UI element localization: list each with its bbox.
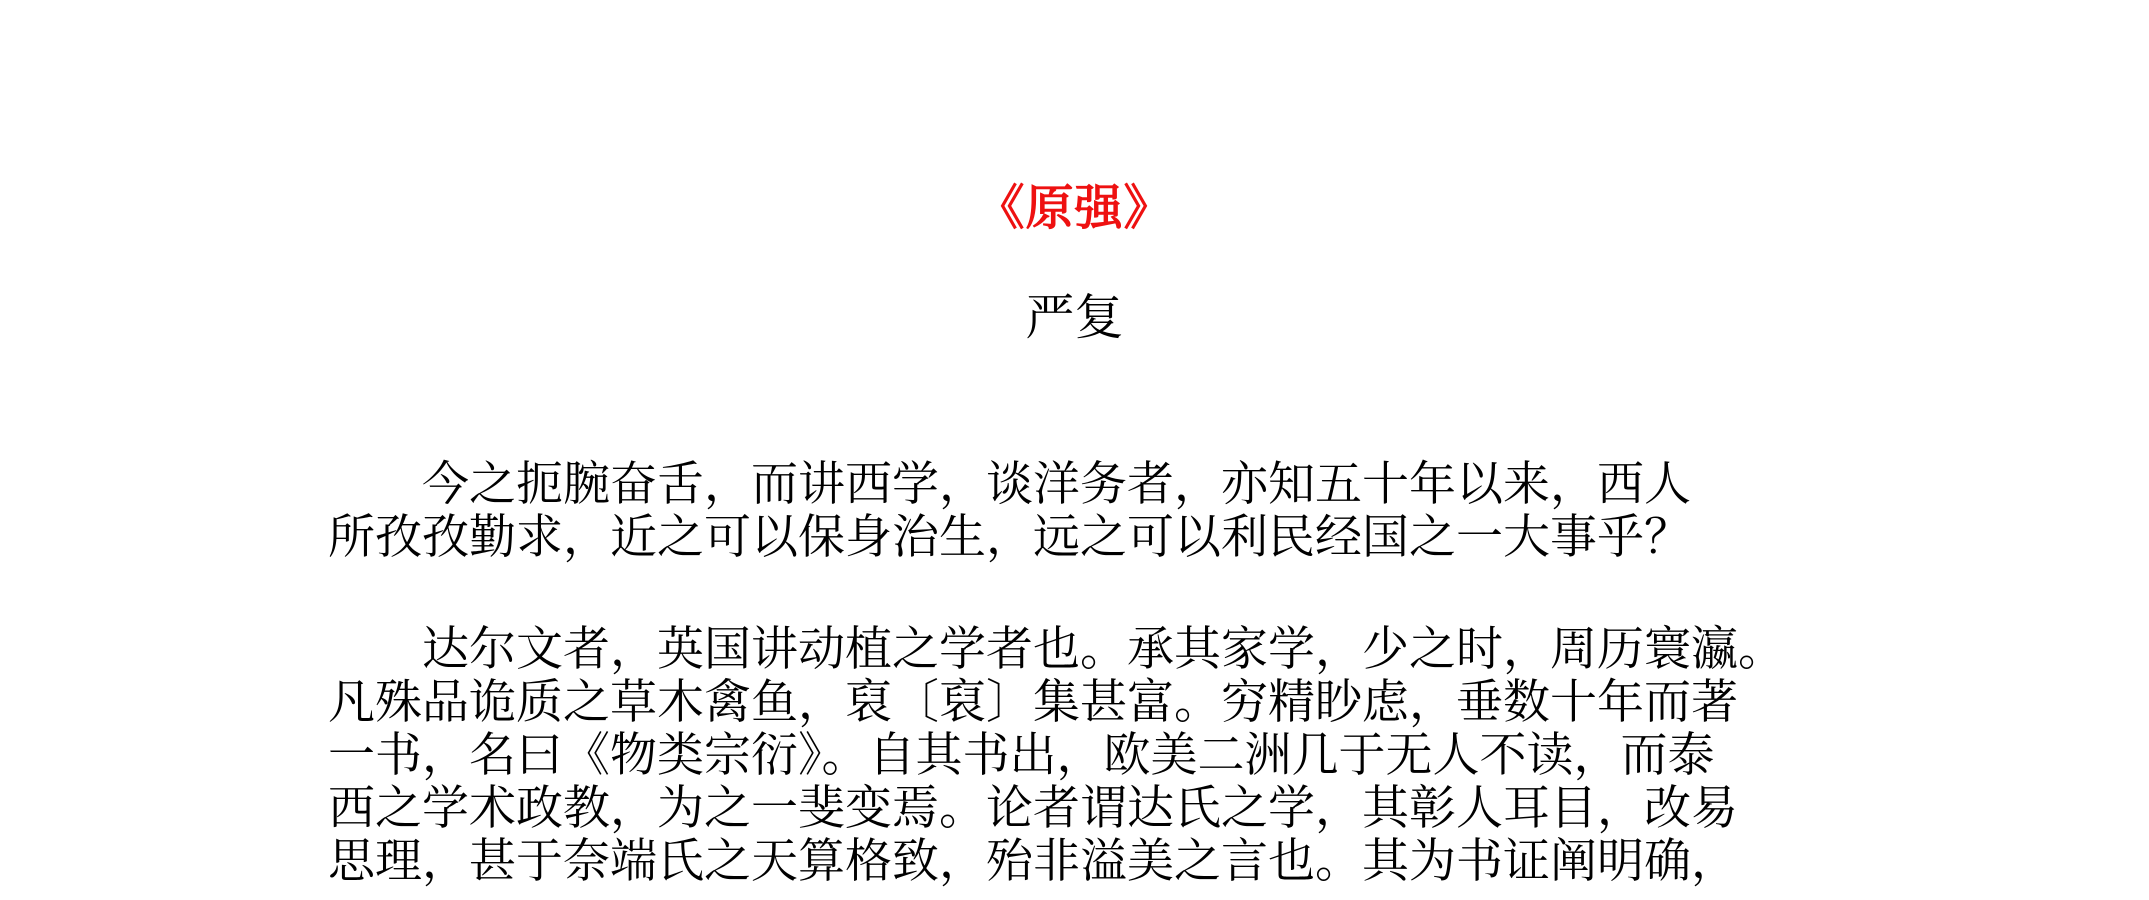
paragraph-line: 凡殊品诡质之草木禽鱼，裒〔裒〕集甚富。穷精眇虑，垂数十年而著 (328, 675, 1738, 730)
paragraph-2 (328, 623, 1848, 888)
document-title: 《原强》 (976, 180, 1173, 236)
paragraph-line: 今之扼腕奋舌，而讲西学，谈洋务者，亦知五十年以来，西人 (422, 457, 1691, 512)
document-author: 严复 (1025, 289, 1124, 346)
paragraph-line: 西之学术政教，为之一斐变焉。论者谓达氏之学，其彰人耳目，改易 (328, 781, 1738, 836)
paragraph-line: 思理，甚于奈端氏之天算格致，殆非溢美之言也。其为书证阐明确， (328, 834, 1738, 889)
paragraph-line: 所孜孜勤求，近之可以保身治生，远之可以利民经国之一大事乎？ (328, 510, 1691, 565)
paragraph-line: 达尔文者，英国讲动植之学者也。承其家学，少之时，周历寰瀛。 (422, 622, 1785, 677)
paragraph-1 (328, 458, 1848, 564)
paragraph-line: 一书，名曰《物类宗衍》。自其书出，欧美二洲几于无人不读，而泰 (328, 728, 1715, 783)
